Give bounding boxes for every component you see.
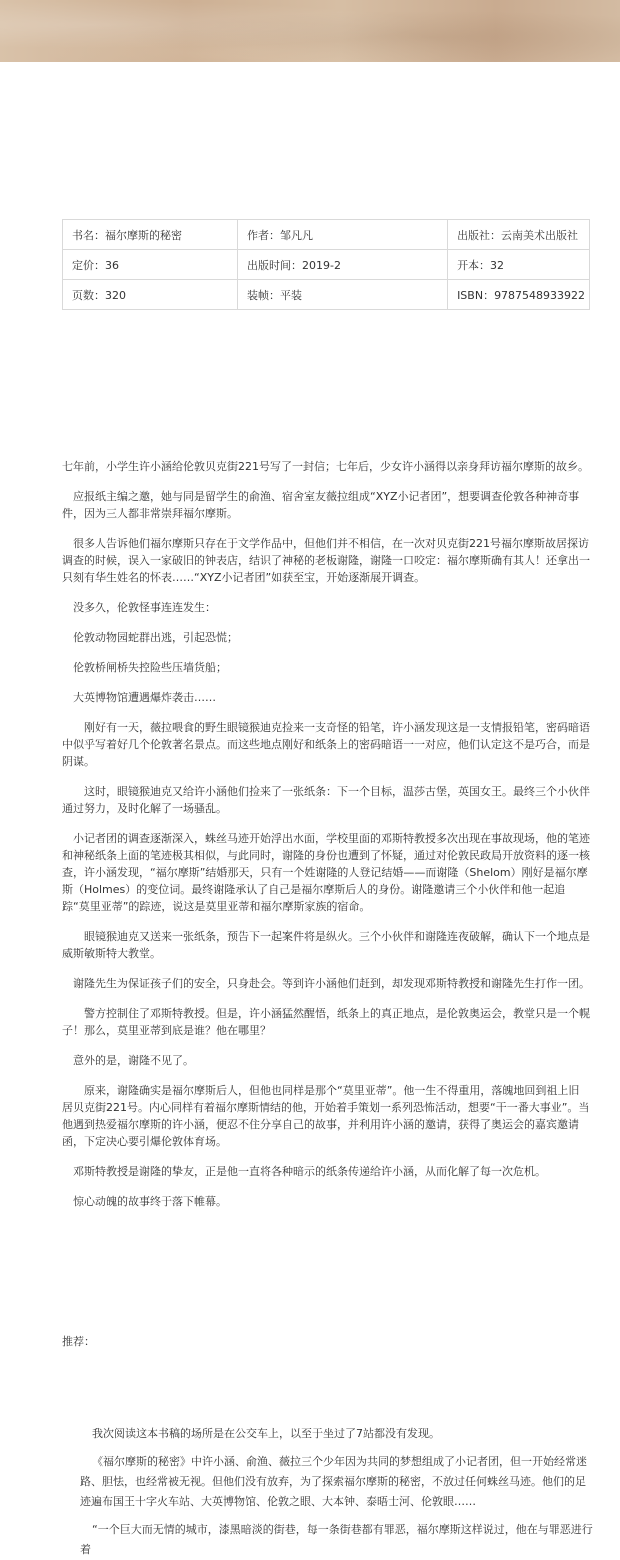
synopsis-paragraph: 很多人告诉他们福尔摩斯只存在于文学作品中，但他们并不相信，在一次对贝克街221号福尔摩斯故居探访调查的时候，误入一家破旧的钟表店，结识了神秘的老板谢隆，谢隆一口咬定：福尔摩斯确有其人！还拿出一只刻有华生姓名的怀表……“XYZ小记者团”如获至宝，开始逐渐展开调查。 (62, 537, 590, 584)
synopsis-paragraph: 应报纸主编之邀，她与同是留学生的俞渔、宿舍室友薇拉组成“XYZ小记者团”，想要调查伦敦各种神奇事件，因为三人都非常崇拜福尔摩斯。 (62, 490, 580, 520)
synopsis-paragraph: 谢隆先生为保证孩子们的安全，只身赴会。等到许小涵他们赶到，却发现邓斯特教授和谢隆先生打作一团。 (62, 977, 590, 990)
synopsis-paragraph: 原来，谢隆确实是福尔摩斯后人，但他也同样是那个“莫里亚蒂”。他一生不得重用，落魄地回到祖上旧居贝克街221号。内心同样有着福尔摩斯情结的他，开始着手策划一系列恐怖活动，想要“干一番大事业”。当他遇到热爱福尔摩斯的许小涵，便忍不住分享自己的故事，并利用许小涵的邀请，获得了奥运会的嘉宾邀请函，下定决心要引爆伦敦体育场。 (62, 1084, 590, 1148)
book-pages-cell: 页数：320 (63, 280, 238, 310)
synopsis-paragraph: 意外的是，谢隆不见了。 (62, 1054, 194, 1067)
synopsis-content (62, 458, 590, 1210)
book-binding-cell: 装帧：平装 (238, 280, 448, 310)
book-publisher-cell: 出版社：云南美术出版社 (448, 220, 590, 250)
synopsis-paragraph: 伦敦桥闸桥失控险些压墙货船； (62, 661, 227, 674)
table-row (63, 280, 590, 310)
table-row (63, 220, 590, 250)
recommendation-label: 推荐： (62, 1335, 95, 1348)
book-author-cell: 作者：邹凡凡 (238, 220, 448, 250)
review-content (80, 1424, 594, 1560)
synopsis-paragraph: 眼镜猴迪克又送来一张纸条，预告下一起案件将是纵火。三个小伙伴和谢隆连夜破解，确认下一个地点是威斯敏斯特大教堂。 (62, 930, 590, 960)
book-price-cell: 定价：36 (63, 250, 238, 280)
review-paragraph: 《福尔摩斯的秘密》中许小涵、俞渔、薇拉三个少年因为共同的梦想组成了小记者团，但一开始经常迷路、胆怯，也经常被无视。但他们没有放弃，为了探索福尔摩斯的秘密，不放过任何蛛丝马迹。他们的足迹遍布国王十字火车站、大英博物馆、伦敦之眼、大本钟、泰晤士河、伦敦眼…… (80, 1455, 587, 1508)
synopsis-paragraph: 惊心动魄的故事终于落下帷幕。 (62, 1195, 227, 1208)
synopsis-paragraph: 刚好有一天，薇拉喂食的野生眼镜猴迪克捡来一支奇怪的铅笔，许小涵发现这是一支情报铅笔，密码暗语中似乎写着好几个伦敦著名景点。而这些地点刚好和纸条上的密码暗语一一对应，他们认定这不是巧合，而是阴谋。 (62, 721, 590, 768)
book-isbn-cell: ISBN：9787548933922 (448, 280, 590, 310)
review-paragraph: “一个巨大而无情的城市，漆黑暗淡的街巷，每一条街巷都有罪恶，福尔摩斯这样说过，他在与罪恶进行着 (80, 1523, 593, 1556)
synopsis-paragraph: 大英博物馆遭遇爆炸袭击…… (62, 691, 216, 704)
book-info-table (62, 219, 590, 310)
synopsis-paragraph: 七年前，小学生许小涵给伦敦贝克街221号写了一封信；七年后，少女许小涵得以亲身拜访福尔摩斯的故乡。 (62, 460, 589, 473)
book-format-cell: 开本：32 (448, 250, 590, 280)
synopsis-paragraph: 没多久，伦敦怪事连连发生： (62, 601, 216, 614)
synopsis-paragraph: 小记者团的调查逐渐深入，蛛丝马迹开始浮出水面，学校里面的邓斯特教授多次出现在事故现场，他的笔迹和神秘纸条上面的笔迹极其相似，与此同时，谢隆的身份也遭到了怀疑，通过对伦敦民政局开放资料的逐一核查，许小涵发现，“福尔摩斯”结婚那天，只有一个姓谢隆的人登记结婚——而谢隆（Shelom）刚好是福尔摩斯（Holmes）的变位词。最终谢隆承认了自己是福尔摩斯后人的身份。谢隆邀请三个小伙伴和他一起追踪“莫里亚蒂”的踪迹，说这是莫里亚蒂和福尔摩斯家族的宿命。 (62, 832, 590, 913)
review-paragraph: 我次阅读这本书稿的场所是在公交车上，以至于坐过了7站都没有发现。 (92, 1427, 440, 1440)
header-banner (0, 0, 620, 62)
book-title-cell: 书名：福尔摩斯的秘密 (63, 220, 238, 250)
synopsis-paragraph: 邓斯特教授是谢隆的挚友，正是他一直将各种暗示的纸条传递给许小涵，从而化解了每一次危机。 (62, 1165, 546, 1178)
synopsis-paragraph: 这时，眼镜猴迪克又给许小涵他们捡来了一张纸条：下一个目标，温莎古堡，英国女王。最终三个小伙伴通过努力，及时化解了一场骚乱。 (62, 785, 590, 815)
table-row (63, 250, 590, 280)
book-pubdate-cell: 出版时间：2019-2 (238, 250, 448, 280)
synopsis-paragraph: 警方控制住了邓斯特教授。但是，许小涵猛然醒悟，纸条上的真正地点，是伦敦奥运会，教堂只是一个幌子！那么，莫里亚蒂到底是谁？他在哪里？ (62, 1007, 590, 1037)
synopsis-paragraph: 伦敦动物园蛇群出逃，引起恐慌； (62, 631, 238, 644)
